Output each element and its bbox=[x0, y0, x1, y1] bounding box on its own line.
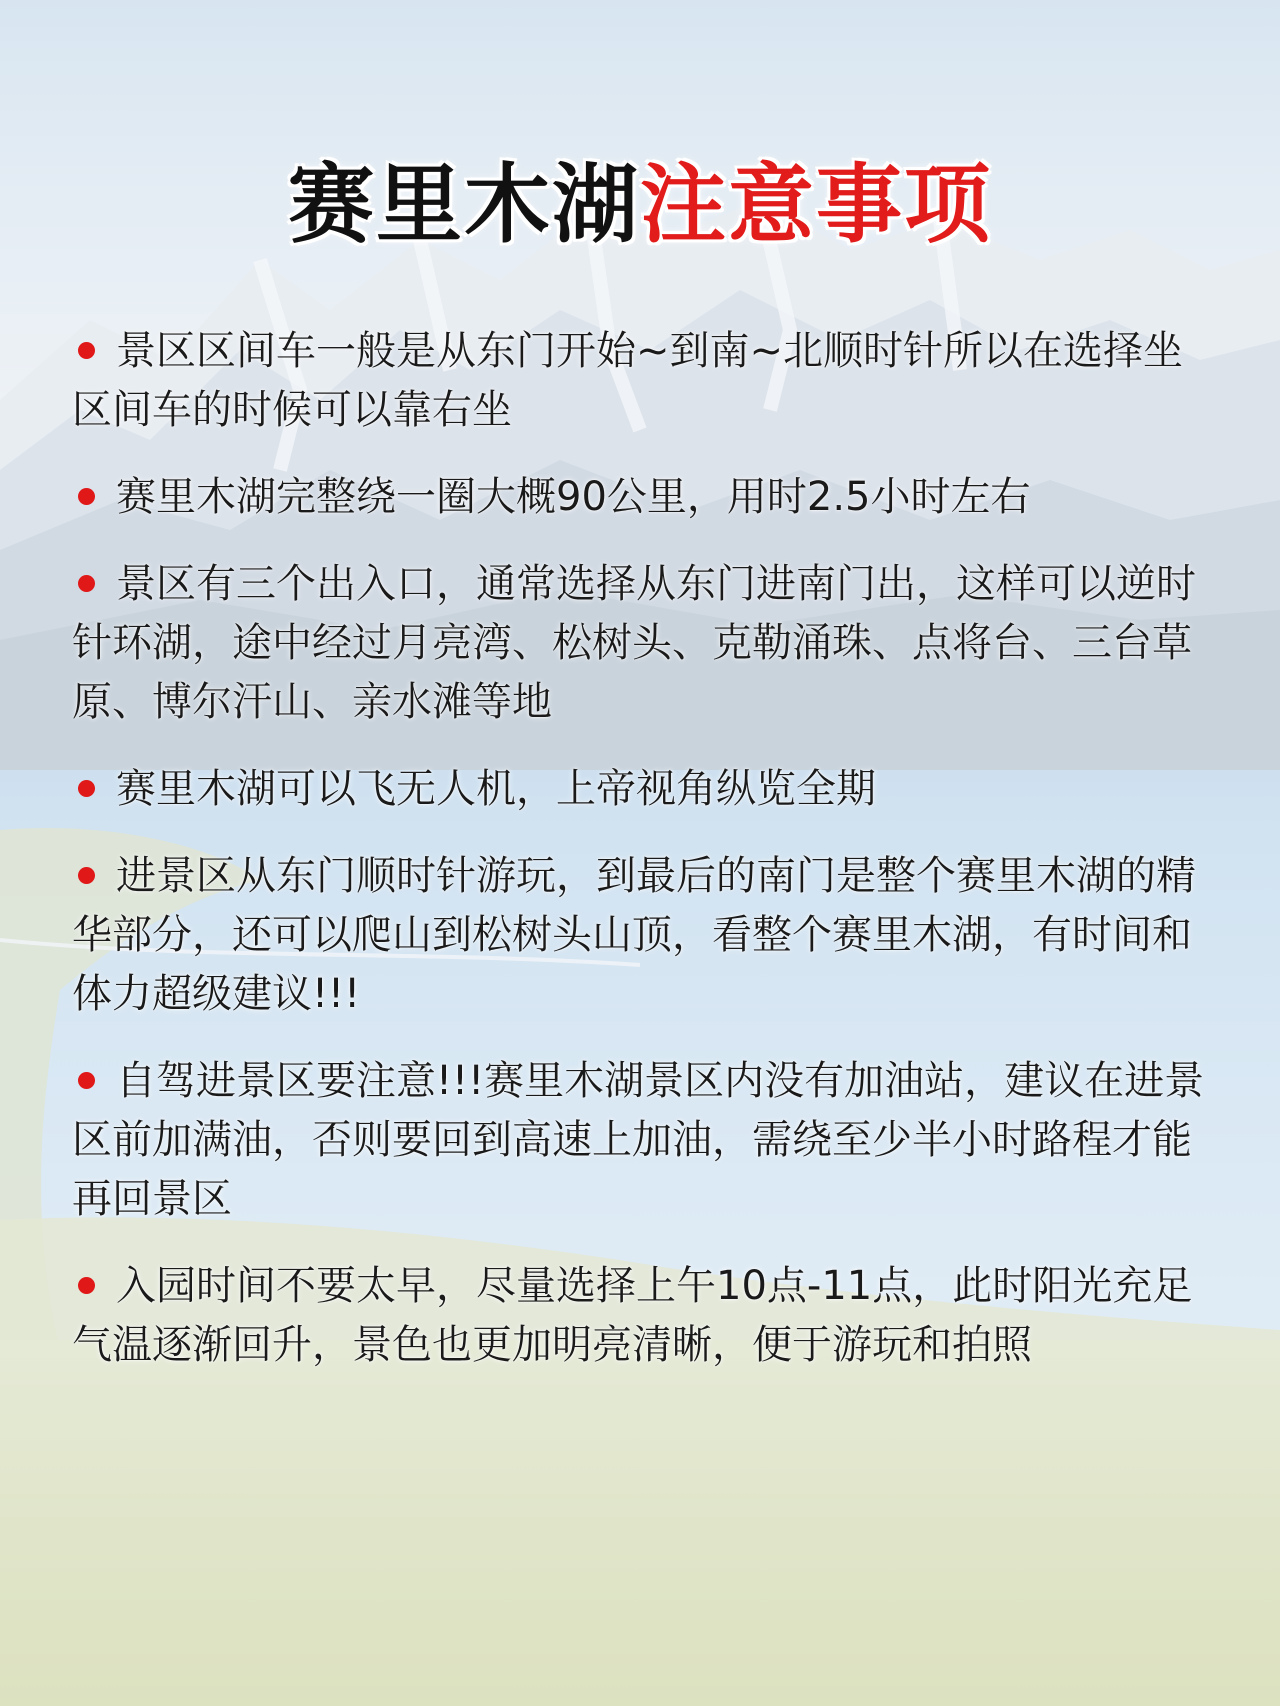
title-place: 赛里木湖 bbox=[288, 155, 640, 255]
page-title bbox=[0, 150, 1280, 260]
bullet-dot-icon bbox=[78, 1072, 95, 1089]
note-text: 入园时间不要太早，尽量选择上午10点-11点，此时阳光充足气温逐渐回升，景色也更加明亮清晰，便于游玩和拍照 bbox=[72, 1263, 1193, 1368]
note-text: 景区区间车一般是从东门开始~到南~北顺时针所以在选择坐区间车的时候可以靠右坐 bbox=[72, 328, 1184, 433]
note-text: 赛里木湖完整绕一圈大概90公里，用时2.5小时左右 bbox=[116, 474, 1031, 520]
note-text: 赛里木湖可以飞无人机，上帝视角纵览全期 bbox=[116, 766, 876, 812]
note-item bbox=[72, 322, 1220, 440]
note-item bbox=[72, 760, 1220, 819]
note-text: 自驾进景区要注意!!!赛里木湖景区内没有加油站，建议在进景区前加满油，否则要回到高速上加油，需绕至少半小时路程才能再回景区 bbox=[72, 1058, 1205, 1222]
bullet-dot-icon bbox=[78, 488, 95, 505]
note-item bbox=[72, 468, 1220, 527]
bullet-dot-icon bbox=[78, 1277, 95, 1294]
notes-list bbox=[72, 322, 1220, 1403]
note-text: 景区有三个出入口，通常选择从东门进南门出，这样可以逆时针环湖，途中经过月亮湾、松树头、克勒涌珠、点将台、三台草原、博尔汗山、亲水滩等地 bbox=[72, 561, 1196, 725]
note-item bbox=[72, 1257, 1220, 1375]
bullet-dot-icon bbox=[78, 780, 95, 797]
title-highlight: 注意事项 bbox=[640, 155, 992, 255]
note-text: 进景区从东门顺时针游玩，到最后的南门是整个赛里木湖的精华部分，还可以爬山到松树头山顶，看整个赛里木湖，有时间和体力超级建议!!! bbox=[72, 853, 1196, 1017]
bullet-dot-icon bbox=[78, 575, 95, 592]
bullet-dot-icon bbox=[78, 867, 95, 884]
bullet-dot-icon bbox=[78, 342, 95, 359]
note-item bbox=[72, 555, 1220, 732]
note-item bbox=[72, 847, 1220, 1024]
note-item bbox=[72, 1052, 1220, 1229]
